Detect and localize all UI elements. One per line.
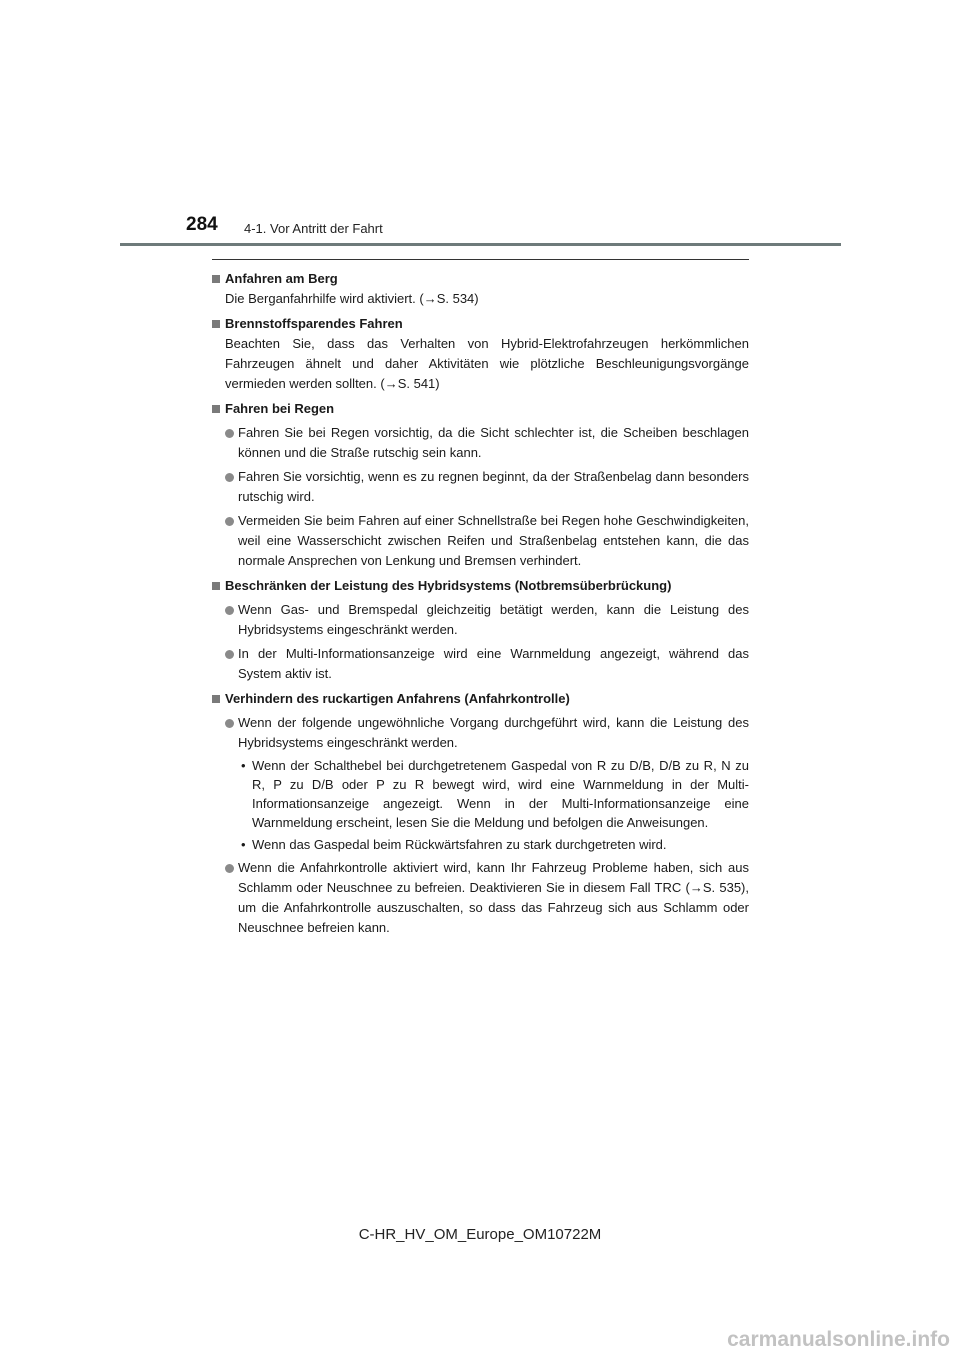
page-number: 284 [186, 214, 218, 235]
circle-bullet-icon [225, 864, 234, 873]
section-heading [212, 269, 749, 289]
section-block [212, 399, 749, 571]
sub-item [212, 756, 749, 832]
paragraph: Die Berganfahrhilfe wird aktiviert. (→S. 534) [225, 291, 479, 306]
section-heading [212, 576, 749, 596]
bullet-text: Vermeiden Sie beim Fahren auf einer Schnellstraße bei Regen hohe Geschwindigkeiten, weil eine Wasserschicht zwischen Reifen und Straßenbelag entstehen kann, die das normale Ansprechen von Lenkung und Bremsen verhindert. [238, 513, 749, 568]
bullet-text: Wenn die Anfahrkontrolle aktiviert wird, kann Ihr Fahrzeug Probleme haben, sich aus Schlamm oder Neuschnee zu befreien. Deaktivieren Sie in diesem Fall TRC (→S. 535), um die Anfahrkontrolle auszuschalten, so dass das Fahrzeug sich aus Schlamm oder Neuschnee befreien kann. [238, 860, 749, 935]
content-top-rule [212, 259, 749, 260]
bullet-item [212, 858, 749, 938]
square-bullet-icon [212, 275, 220, 283]
square-bullet-icon [212, 405, 220, 413]
circle-bullet-icon [225, 473, 234, 482]
section-heading-text: Anfahren am Berg [225, 271, 338, 286]
page-content [212, 259, 749, 943]
section-heading-text: Verhindern des ruckartigen Anfahrens (Anfahrkontrolle) [225, 691, 570, 706]
circle-bullet-icon [225, 606, 234, 615]
bullet-text: Wenn Gas- und Bremspedal gleichzeitig betätigt werden, kann die Leistung des Hybridsystems eingeschränkt werden. [238, 602, 749, 637]
circle-bullet-icon [225, 517, 234, 526]
section-block [212, 314, 749, 394]
section-heading [212, 314, 749, 334]
section-heading [212, 689, 749, 709]
section-heading-text: Fahren bei Regen [225, 401, 335, 416]
section-block [212, 269, 749, 309]
sub-item-text: Wenn das Gaspedal beim Rückwärtsfahren zu stark durchgetreten wird. [252, 837, 667, 852]
bullet-item [212, 467, 749, 507]
sub-item-text: Wenn der Schalthebel bei durchgetretenem Gaspedal von R zu D/B, D/B zu R, N zu R, P zu D/B oder P zu R bewegt wird, wird eine Warnmeldung in der Multi-Informationsanzeige angezeigt. Wenn in der Multi-Informationsanzeige eine Warnmeldung erscheint, lesen Sie die Meldung und befolgen die Anweisungen. [252, 758, 749, 830]
sub-item [212, 835, 749, 854]
bullet-item [212, 600, 749, 640]
bullet-text: In der Multi-Informationsanzeige wird eine Warnmeldung angezeigt, während das System aktiv ist. [238, 646, 749, 681]
bullet-text: Fahren Sie vorsichtig, wenn es zu regnen beginnt, da der Straßenbelag dann besonders rutschig wird. [238, 469, 749, 504]
dot-marker-icon: • [241, 837, 246, 852]
section-heading-text: Brennstoffsparendes Fahren [225, 316, 403, 331]
square-bullet-icon [212, 695, 220, 703]
watermark: carmanualsonline.info [727, 1328, 950, 1351]
dot-marker-icon: • [241, 758, 246, 773]
section-block [212, 576, 749, 684]
section-block [212, 689, 749, 938]
section-heading [212, 399, 749, 419]
bullet-item [212, 423, 749, 463]
bullet-text: Wenn der folgende ungewöhnliche Vorgang durchgeführt wird, kann die Leistung des Hybridsystems eingeschränkt werden. [238, 715, 749, 750]
square-bullet-icon [212, 582, 220, 590]
bullet-item [212, 511, 749, 571]
square-bullet-icon [212, 320, 220, 328]
section-title: 4-1. Vor Antritt der Fahrt [244, 221, 383, 236]
bullet-item [212, 713, 749, 753]
circle-bullet-icon [225, 650, 234, 659]
bullet-text: Fahren Sie bei Regen vorsichtig, da die Sicht schlechter ist, die Scheiben beschlagen können und die Straße rutschig sein kann. [238, 425, 749, 460]
section-heading-text: Beschränken der Leistung des Hybridsystems (Notbremsüberbrückung) [225, 578, 672, 593]
paragraph: Beachten Sie, dass das Verhalten von Hybrid-Elektrofahrzeugen herkömmlichen Fahrzeugen ähnelt und daher Aktivitäten wie plötzliche Beschleunigungsvorgänge vermieden werden sollten. (→S. 541) [225, 336, 749, 391]
bullet-item [212, 644, 749, 684]
circle-bullet-icon [225, 429, 234, 438]
header-rule [120, 243, 841, 246]
circle-bullet-icon [225, 719, 234, 728]
document-id: C-HR_HV_OM_Europe_OM10722M [358, 1226, 602, 1243]
